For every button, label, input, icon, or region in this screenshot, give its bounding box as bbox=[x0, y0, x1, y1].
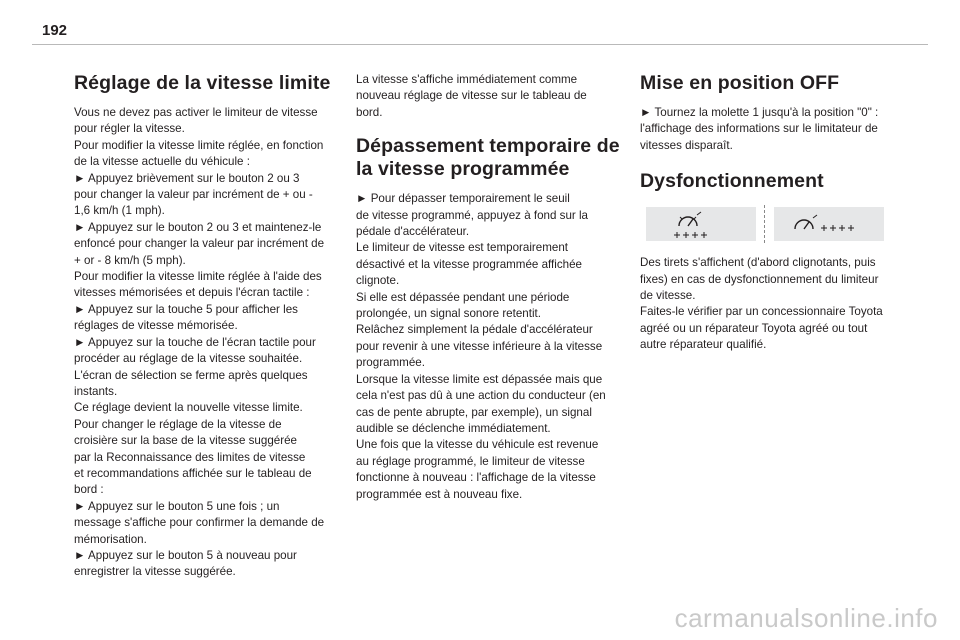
text-line: bord : bbox=[74, 483, 104, 497]
text-line: ► Appuyez sur le bouton 5 à nouveau pour bbox=[74, 548, 297, 562]
section-body bbox=[74, 105, 342, 581]
text-line: clignote. bbox=[356, 274, 400, 288]
text-line: cela n'est pas dû à une action du conducteur (en bbox=[356, 389, 606, 403]
text-line: prolongée, un signal sonore retentit. bbox=[356, 307, 541, 321]
text-line: et recommandations affichée sur le tableau de bbox=[74, 466, 312, 480]
text-line: l'affichage des informations sur le limitateur de bbox=[640, 122, 878, 136]
text-line: Faites-le vérifier par un concessionnaire Toyota bbox=[640, 305, 883, 319]
text-line: Si elle est dépassée pendant une période bbox=[356, 290, 570, 304]
text-line: ► Appuyez sur la touche de l'écran tactile pour bbox=[74, 335, 316, 349]
section-title-off: Mise en position OFF bbox=[640, 72, 840, 94]
text-line: autre réparateur qualifié. bbox=[640, 338, 767, 352]
text-line: par la Reconnaissance des limites de vitesse bbox=[74, 450, 306, 464]
text-line: Des tirets s'affichent (d'abord clignotants, puis bbox=[640, 256, 876, 270]
text-line: Vous ne devez pas activer le limiteur de vitesse bbox=[74, 106, 318, 119]
text-line: programmée. bbox=[356, 356, 425, 370]
text-line: Pour modifier la vitesse limite réglée à l'aide des bbox=[74, 270, 322, 284]
text-line: ► Appuyez sur le bouton 5 une fois ; un bbox=[74, 499, 280, 513]
text-line: programmée est à nouveau fixe. bbox=[356, 487, 523, 501]
header-divider bbox=[32, 44, 928, 45]
text-line: vitesses mémorisées et depuis l'écran tactile : bbox=[74, 286, 310, 300]
text-line: pour régler la vitesse. bbox=[74, 122, 185, 136]
section-body bbox=[640, 255, 890, 353]
speed-limiter-dashes-icon bbox=[646, 207, 756, 241]
text-line: audible se déclenche immédiatement. bbox=[356, 421, 551, 435]
section-title-temporary-overrun: Dépassement temporaire de la vitesse programmée bbox=[356, 135, 620, 181]
text-line: bord. bbox=[356, 105, 383, 119]
text-line: de vitesse programmé, appuyez à fond sur la bbox=[356, 208, 588, 222]
text-line: enregistrer la vitesse suggérée. bbox=[74, 565, 236, 579]
text-line: fixes) en cas de dysfonctionnement du limiteur bbox=[640, 272, 879, 286]
text-line: ► Appuyez sur le bouton 2 ou 3 et maintenez-le bbox=[74, 220, 322, 234]
text-line: fonctionne à nouveau : l'affichage de la vitesse bbox=[356, 471, 596, 485]
text-line: réglages de vitesse mémorisée. bbox=[74, 319, 238, 333]
text-line: mémorisation. bbox=[74, 532, 147, 546]
icon-separator bbox=[764, 205, 766, 243]
column-speed-limit-setting bbox=[74, 72, 342, 581]
intro-text bbox=[356, 72, 624, 121]
text-line: Lorsque la vitesse limite est dépassée mais que bbox=[356, 372, 603, 386]
text-line: de vitesse. bbox=[640, 289, 696, 303]
watermark: carmanualsonline.info bbox=[674, 603, 938, 633]
text-line: agréé ou un réparateur Toyota agréé ou tout bbox=[640, 321, 868, 335]
text-line: nouveau réglage de vitesse sur le tableau de bbox=[356, 89, 587, 103]
section-title-malfunction: Dysfonctionnement bbox=[640, 170, 824, 193]
text-line: Pour changer le réglage de la vitesse de bbox=[74, 417, 282, 431]
text-line: Une fois que la vitesse du véhicule est revenue bbox=[356, 438, 599, 452]
page-number: 192 bbox=[42, 22, 68, 39]
text-line: L'écran de sélection se ferme après quelques bbox=[74, 368, 308, 382]
text-line: + or - 8 km/h (5 mph). bbox=[74, 253, 186, 267]
text-line: Le limiteur de vitesse est temporairement bbox=[356, 241, 568, 255]
column-temporary-overrun bbox=[356, 72, 624, 503]
text-line: pédale d'accélérateur. bbox=[356, 225, 470, 239]
text-line: Pour modifier la vitesse limite réglée, en fonction bbox=[74, 138, 324, 152]
text-line: ► Appuyez brièvement sur le bouton 2 ou 3 bbox=[74, 171, 300, 185]
section-title-speed-limit: Réglage de la vitesse limite bbox=[74, 72, 331, 94]
text-line: de la vitesse actuelle du véhicule : bbox=[74, 155, 250, 169]
text-line: instants. bbox=[74, 384, 118, 398]
speed-limiter-dashes-icon bbox=[774, 207, 884, 241]
text-line: désactivé et la vitesse programmée affichée bbox=[356, 257, 582, 271]
text-line: Ce réglage devient la nouvelle vitesse limite. bbox=[74, 401, 303, 415]
text-line: procéder au réglage de la vitesse souhaitée. bbox=[74, 352, 303, 366]
text-line: pour revenir à une vitesse inférieure à la vitesse bbox=[356, 339, 603, 353]
text-line: enfoncé pour changer la valeur par incrément de bbox=[74, 237, 325, 251]
section-body bbox=[640, 105, 890, 154]
text-line: 1,6 km/h (1 mph). bbox=[74, 204, 165, 218]
text-line: ► Pour dépasser temporairement le seuil bbox=[356, 192, 570, 206]
text-line: message s'affiche pour confirmer la demande de bbox=[74, 516, 325, 530]
text-line: cas de pente abrupte, par exemple), un signal bbox=[356, 405, 592, 419]
malfunction-icons bbox=[646, 205, 890, 243]
section-body bbox=[356, 191, 624, 503]
text-line: vitesses disparaît. bbox=[640, 138, 733, 152]
text-line: ► Tournez la molette 1 jusqu'à la position "0" : bbox=[640, 106, 879, 119]
text-line: croisière sur la base de la vitesse suggérée bbox=[74, 434, 297, 448]
text-line: Relâchez simplement la pédale d'accélérateur bbox=[356, 323, 593, 337]
text-line: pour changer la valeur par incrément de + ou - bbox=[74, 188, 313, 202]
text-line: au réglage programmé, le limiteur de vitesse bbox=[356, 454, 585, 468]
column-off-and-malfunction bbox=[640, 72, 890, 354]
text-line: ► Appuyez sur la touche 5 pour afficher les bbox=[74, 302, 298, 316]
text-line: La vitesse s'affiche immédiatement comme bbox=[356, 73, 578, 86]
